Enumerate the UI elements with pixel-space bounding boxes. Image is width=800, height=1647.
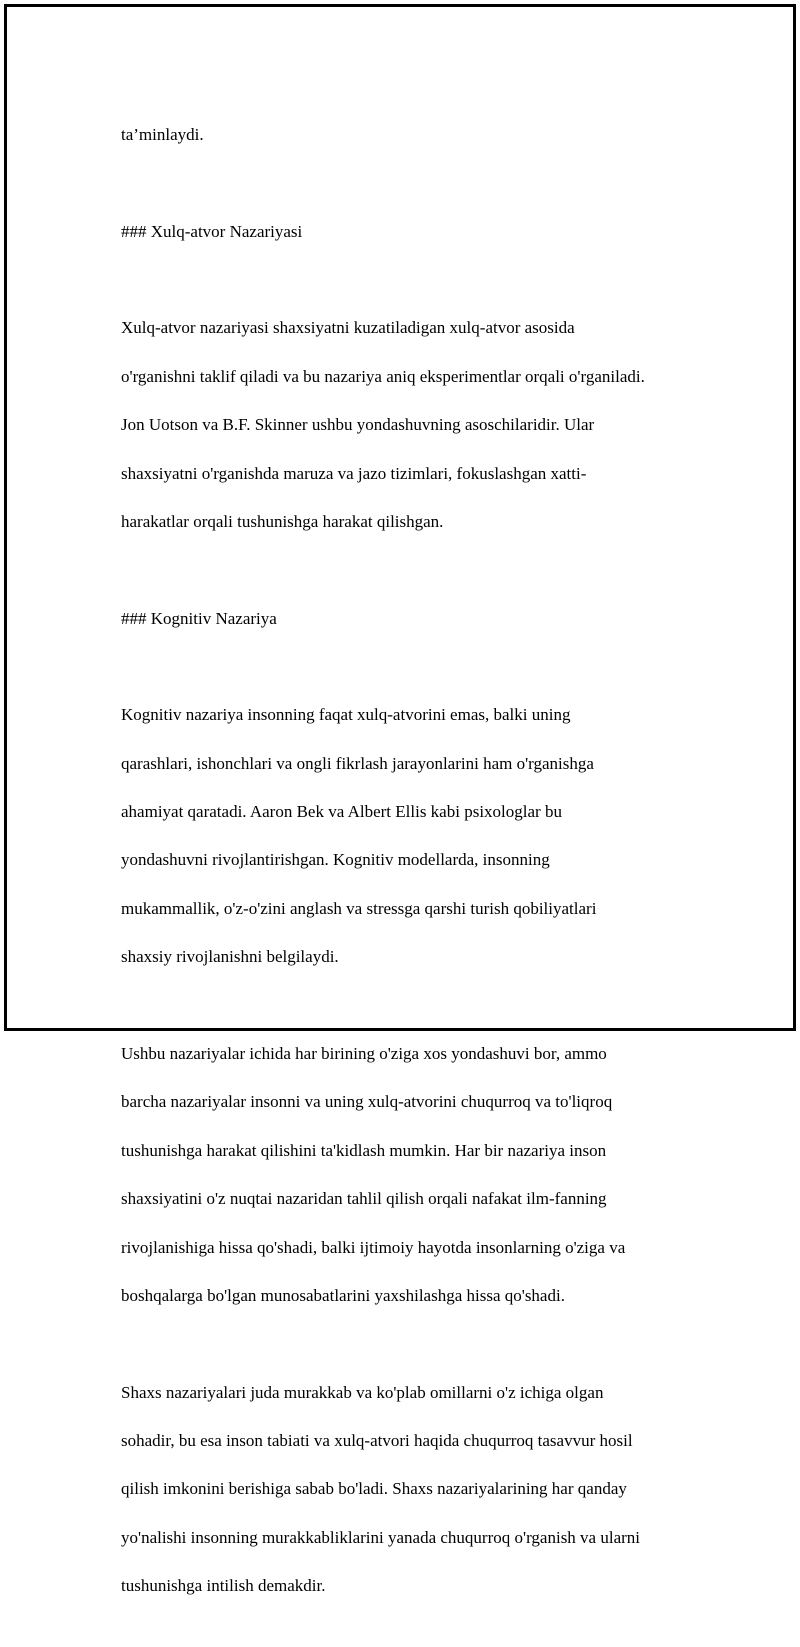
text-line: ### Kognitiv Nazariya	[121, 608, 277, 628]
page-frame	[4, 4, 796, 1596]
text-line: tushunishga intilish demakdir.	[121, 1576, 326, 1596]
text-line: Ushbu nazariyalar ichida har birining o'ziga xos yondashuvi bor, ammo	[121, 1043, 607, 1063]
text-line: shaxsiyatini o'z nuqtai nazaridan tahlil qilish orqali nafakat ilm-fanning	[121, 1189, 607, 1209]
text-line: harakatlar orqali tushunishga harakat qilishgan.	[121, 512, 444, 532]
section-heading-kognitiv	[121, 582, 681, 655]
section-heading-xulq-atvor	[121, 196, 681, 269]
paragraph-kognitiv	[121, 679, 681, 994]
text-line: Xulq-atvor nazariyasi shaxsiyatni kuzatiladigan xulq-atvor asosida	[121, 318, 575, 338]
text-line: boshqalarga bo'lgan munosabatlarini yaxshilashga hissa qo'shadi.	[121, 1285, 565, 1305]
text-line: shaxsiy rivojlanishni belgilaydi.	[121, 947, 339, 967]
text-line: Kognitiv nazariya insonning faqat xulq-atvorini emas, balki uning	[121, 705, 571, 725]
text-line: yo'nalishi insonning murakkabliklarini yanada chuqurroq o'rganish va ularni	[121, 1527, 641, 1547]
text-line: qilish imkonini berishiga sabab bo'ladi. Shaxs nazariyalarining har qanday	[121, 1479, 627, 1499]
document-body	[121, 99, 681, 1647]
text-line: ahamiyat qaratadi. Aaron Bek va Albert Ellis kabi psixologlar bu	[121, 802, 562, 822]
paragraph-shaxs-nazariyalari	[121, 1356, 681, 1622]
text-line: Jon Uotson va B.F. Skinner ushbu yondashuvning asoschilaridir. Ular	[121, 415, 595, 435]
text-line: qarashlari, ishonchlari va ongli fikrlash jarayonlarini ham o'rganishga	[121, 753, 594, 773]
text-line: ### Xulq-atvor Nazariyasi	[121, 221, 303, 241]
text-line: shaxsiyatni o'rganishda maruza va jazo tizimlari, fokuslashgan xatti-	[121, 463, 587, 483]
paragraph-xulq-atvor	[121, 292, 681, 558]
text-line: rivojlanishiga hissa qo'shadi, balki ijtimoiy hayotda insonlarning o'ziga va	[121, 1237, 626, 1257]
text-line: Shaxs nazariyalari juda murakkab va ko'plab omillarni o'z ichiga olgan	[121, 1382, 604, 1402]
text-line: sohadir, bu esa inson tabiati va xulq-atvori haqida chuqurroq tasavvur hosil	[121, 1430, 633, 1450]
text-line: barcha nazariyalar insonni va uning xulq-atvorini chuqurroq va to'liqroq	[121, 1092, 613, 1112]
text-line: tushunishga harakat qilishini ta'kidlash mumkin. Har bir nazariya inson	[121, 1140, 607, 1160]
text-line: mukammallik, o'z-o'zini anglash va stressga qarshi turish qobiliyatlari	[121, 898, 597, 918]
paragraph-continuation	[121, 99, 681, 172]
text-line: o'rganishni taklif qiladi va bu nazariya aniq eksperimentlar orqali o'rganiladi.	[121, 366, 645, 386]
text-line: ta’minlaydi.	[121, 125, 204, 145]
paragraph-ushbu-nazariyalar	[121, 1018, 681, 1333]
text-line: yondashuvni rivojlantirishgan. Kognitiv modellarda, insonning	[121, 850, 550, 870]
